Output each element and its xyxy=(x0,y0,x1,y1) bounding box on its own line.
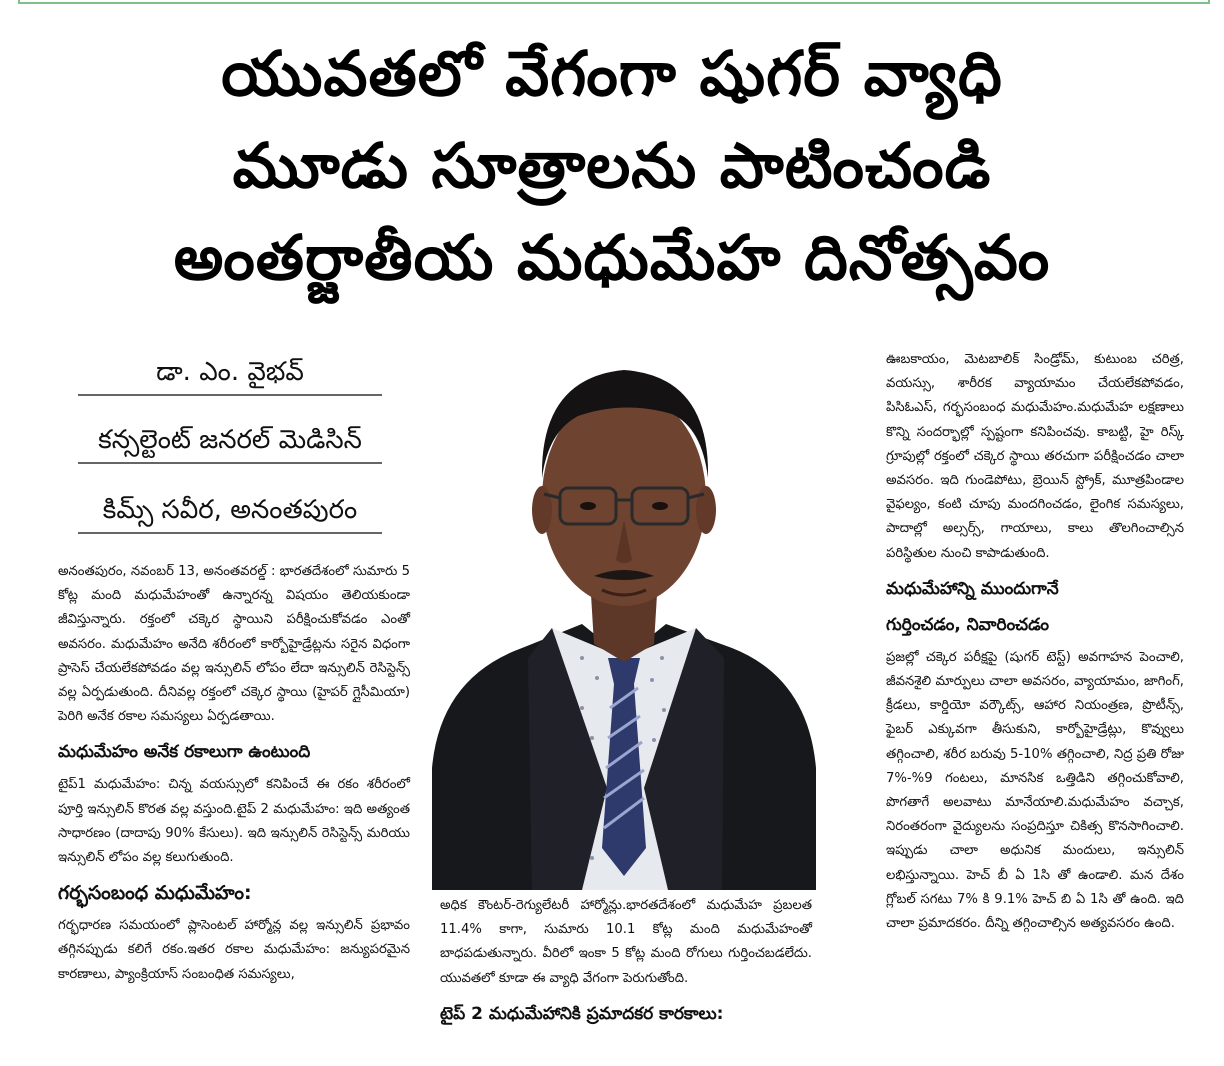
right-subheading-2: గుర్తించడం, నివారించడం xyxy=(886,614,1050,635)
right-column xyxy=(886,348,1184,936)
left-paragraph-2: టైప్1 మధుమేహం: చిన్న వయస్సులో కనిపించే ఈ రకం శరీరంలో పూర్తి ఇన్సులిన్ కొరత వల్ల వస్తుంది.టైప్ 2 మధుమేహం: ఇది అత్యంత సాధారణం (దాదాపు 90% కేసులు). ఇది ఇన్సులిన్ రెసిస్టెన్స్ మరియు ఇన్సులిన్ లోపం వల్ల కలుగుతుంది. xyxy=(58,777,410,866)
left-column xyxy=(58,560,410,987)
middle-subheading-1: టైప్ 2 మధుమేహానికి ప్రమాదకర కారకాలు: xyxy=(440,1003,724,1024)
doctor-photo xyxy=(432,328,816,890)
headline-line-3: అంతర్జాతీయ మధుమేహ దినోత్సవం xyxy=(173,221,1051,294)
author-hospital: కిమ్స్ సవీర, అనంతపురం xyxy=(102,495,358,525)
author-name-underline xyxy=(78,394,382,396)
headline xyxy=(20,28,1204,304)
left-paragraph-3: గర్భధారణ సమయంలో ప్లాసెంటల్ హార్మోన్ల వల్ల ఇన్సులిన్ ప్రభావం తగ్గినప్పుడు కలిగే రకం.ఇతర రకాల మధుమేహం: జన్యుపరమైన కారణాలు, ప్యాంక్రియాస్ సంబంధిత సమస్యలు, xyxy=(58,918,410,982)
doctor-portrait-image xyxy=(432,328,816,890)
top-border xyxy=(18,0,1210,4)
right-subheading-1: మధుమేహాన్ని ముందుగానే xyxy=(886,578,1059,599)
left-paragraph-1: అనంతపురం, నవంబర్ 13, అనంతవరల్డ్ : భారతదేశంలో సుమారు 5 కోట్ల మంది మధుమేహంతో ఉన్నారన్న విషయం తెలియకుండా జీవిస్తున్నారు. రక్తంలో చక్కెర స్థాయిని పరీక్షించుకోవడం ఎంతో అవసరం. మధుమేహం అనేది శరీరంలో కార్బోహైడ్రేట్లను సరైన విధంగా ప్రాసెస్ చేయలేకపోవడం వల్ల ఇన్సులిన్ లోపం లేదా ఇన్సులిన్ రెసిస్టెన్స్ వల్ల ఏర్పడుతుంది. దీనివల్ల రక్తంలో చక్కెర స్థాయి (హైపర్ గ్లైసీమియా) పెరిగి అనేక రకాల సమస్యలు ఏర్పడతాయి. xyxy=(58,564,410,725)
right-paragraph-1: ఊబకాయం, మెటబాలిక్ సిండ్రోమ్, కుటుంబ చరిత్ర, వయస్సు, శారీరక వ్యాయామం చేయలేకపోవడం, పిసిఓఎస్, గర్భసంబంధ మధుమేహం.మధుమేహ లక్షణాలు కొన్ని సందర్భాల్లో స్పష్టంగా కనిపించవు. కాబట్టి, హై రిస్క్ గ్రూపుల్లో రక్తంలో చక్కెర స్థాయి తరచుగా పరీక్షించడం చాలా అవసరం. ఇది గుండెపోటు, బ్రెయిన్ స్ట్రోక్, మూత్రపిండాల వైఫల్యం, కంటి చూపు మందగించడం, లైంగిక సమస్యలు, పాదాల్లో అల్సర్స్, గాయాలు, కాలు తొలగించాల్సిన పరిస్థితుల నుంచి కాపాడుతుంది. xyxy=(886,352,1184,561)
right-paragraph-2: ప్రజల్లో చక్కెర పరీక్షపై (షుగర్ టెస్ట్) అవగాహన పెంచాలి, జీవనశైలి మార్పులు చాలా అవసరం, వ్యాయామం, జాగింగ్, క్రీడలు, కార్డియో వర్కౌట్స్, ఆహార నియంత్రణ, ప్రొటీన్స్, ఫైబర్ ఎక్కువగా తీసుకుని, కార్బోహైడ్రేట్లు, కొవ్వులు తగ్గించాలి, శరీర బరువు 5-10% తగ్గించాలి, నిద్ర ప్రతి రోజు 7%-%9 గంటలు, మానసిక ఒత్తిడిని తగ్గించుకోవాలి, పొగతాగే అలవాటు మానేయాలి.మధుమేహం వచ్చాక, నిరంతరంగా వైద్యులను సంప్రదిస్తూ చికిత్స కొనసాగించాలి. ఇప్పుడు చాలా అధునిక మందులు, ఇన్సులిన్ లభిస్తున్నాయి. హెచ్ బీ ఏ 1సి తో ఉండాలి. మన దేశం గ్లోబల్ సగటు 7% కి 9.1% హెచ్ బి ఏ 1సి తో ఉంది. ఇది చాలా ప్రమాదకరం. దీన్ని తగ్గించాల్సిన అత్యవసరం ఉంది. xyxy=(886,649,1184,932)
designation-underline xyxy=(78,462,382,464)
byline-hospital xyxy=(60,494,400,534)
headline-line-2: మూడు సూత్రాలను పాటించండి xyxy=(232,129,992,202)
left-subheading-1: మధుమేహం అనేక రకాలుగా ఉంటుంది xyxy=(58,742,311,763)
byline-designation xyxy=(60,424,400,464)
hospital-underline xyxy=(78,532,382,534)
author-name: డా. ఎం. వైభవ్ xyxy=(156,357,304,387)
left-subheading-2: గర్భసంబంధ మధుమేహం: xyxy=(58,882,252,905)
byline-author xyxy=(60,356,400,396)
middle-column xyxy=(440,894,812,1035)
headline-line-1: యువతలో వేగంగా షుగర్ వ్యాధి xyxy=(221,37,1003,110)
author-designation: కన్సల్టెంట్ జనరల్ మెడిసిన్ xyxy=(98,425,362,455)
middle-paragraph-1: అధిక కౌంటర్-రెగ్యులేటరీ హార్మోన్లు.భారతదేశంలో మధుమేహ ప్రబలత 11.4% కాగా, సుమారు 10.1 కోట్ల మంది మధుమేహంతో బాధపడుతున్నారు. వీరిలో ఇంకా 5 కోట్ల మంది రోగులు గుర్తించబడలేదు. యువతలో కూడా ఈ వ్యాధి వేగంగా పెరుగుతోంది. xyxy=(440,898,812,986)
